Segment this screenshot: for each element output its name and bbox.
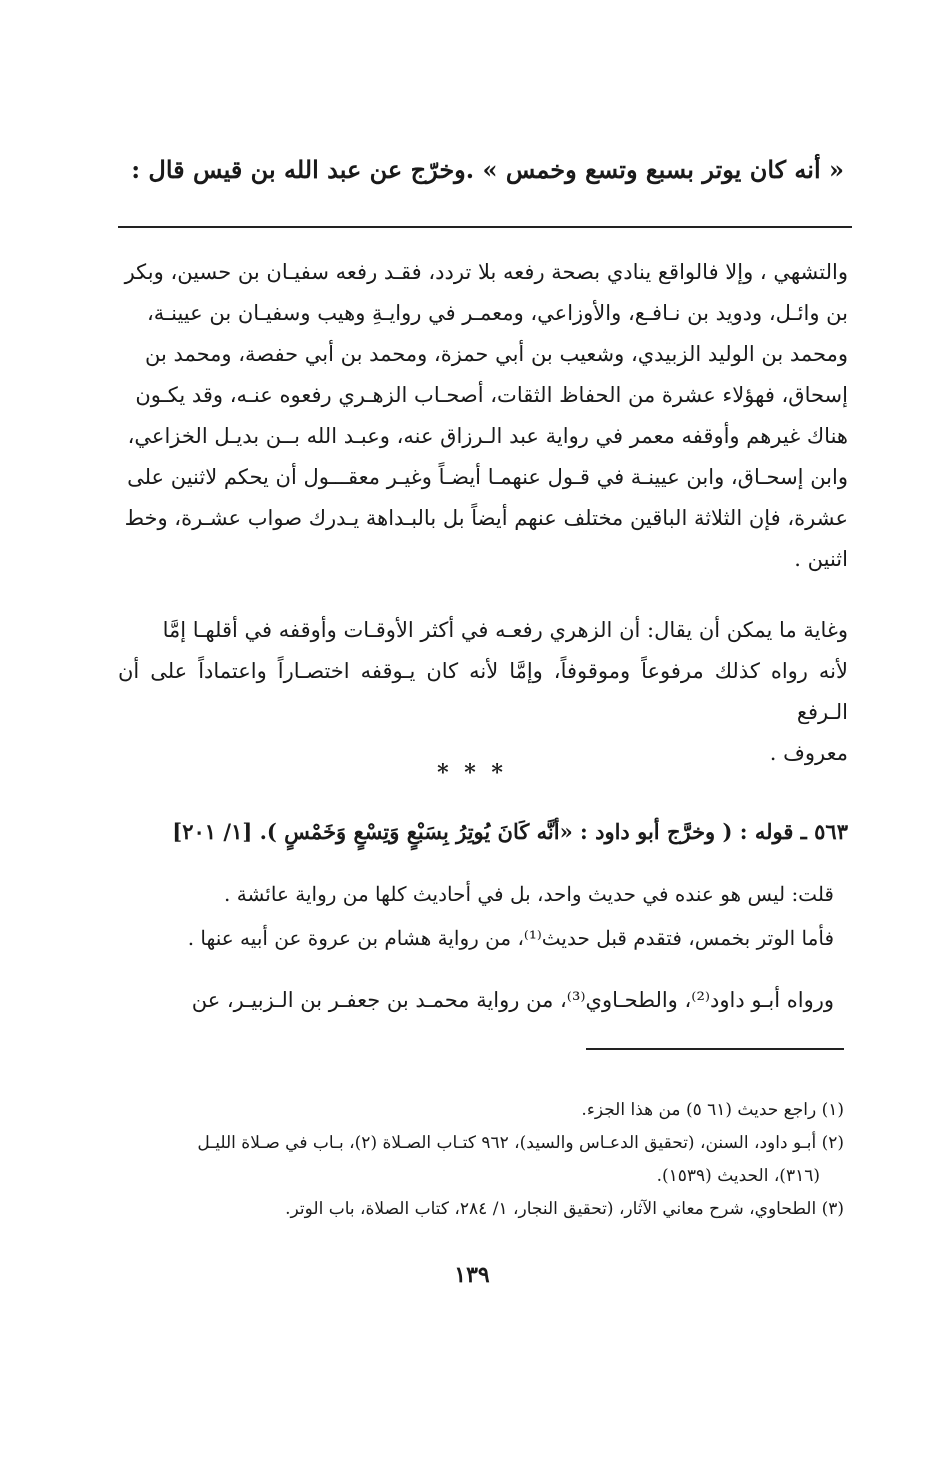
section-quote: ( وخرَّج أبو داود : «أنَّه كَانَ يُوتِرُ بِسَبْعٍ وَتِسْعٍ وَخَمْسٍ ). [١/ ٢٠١] bbox=[172, 819, 733, 844]
section-heading bbox=[118, 812, 848, 852]
paragraph-line: لأنه رواه كذلك مرفوعاً وموقوفاً، وإمَّا لأنه كان يـوقفه اختصـاراً واعتماداً على أن الـرفع bbox=[118, 659, 848, 724]
paragraph-line: بن وائـل، ودويد بن نـافـع، والأوزاعي، ومعمـر في روايـةِ وهيب وسفيـان بن عيينـة، bbox=[146, 301, 848, 325]
footnote-rule bbox=[586, 1048, 844, 1050]
paragraph-line: عشرة، فإن الثلاثة الباقين مختلف عنهم أيضاً بل بالبـداهة يـدرك صواب عشـرة، وخط bbox=[124, 506, 848, 530]
paragraph-line: والتشهي ، وإلا فالواقع ينادي بصحة رفعه بلا تردد، فقـد رفعه سفيـان بن حسين، وبكر bbox=[124, 260, 848, 284]
paragraph-line: ومحمد بن الوليد الزبيدي، وشعيب بن أبي حمزة، ومحمد بن أبي حفصة، ومحمد بن bbox=[144, 342, 848, 366]
paragraph-line: معروف . bbox=[769, 741, 848, 765]
paragraph-line: وابن إسحـاق، وابن عيينـة في قـول عنهمـا أيضـاً وغيـر معقـــول أن يحكم لاثنين على bbox=[127, 465, 848, 489]
section-number: ٥٦٣ ـ قوله : bbox=[739, 819, 848, 844]
body-paragraph-1 bbox=[118, 252, 848, 580]
footnote-3: (٣) الطحاوي، شرح معاني الآثار، (تحقيق النجار، ١/ ٢٨٤، كتاب الصلاة، باب الوتر. bbox=[285, 1199, 844, 1219]
section-separator: * * * bbox=[437, 760, 507, 786]
body-paragraph-2 bbox=[118, 610, 848, 774]
running-header: « أنه كان يوتر بسبع وتسع وخمس » .وخرّج عن عبد الله بن قيس قال : bbox=[131, 155, 844, 184]
paragraph-line: اثنين . bbox=[794, 547, 848, 571]
page-number: ١٣٩ bbox=[454, 1262, 490, 1288]
footnote-2: (٢) أبـو داود، السنن، (تحقيق الدعـاس والسيد)، ٩٦٢ كتـاب الصـلاة (٢)، بـاب في صـلاة الليـل bbox=[197, 1133, 844, 1153]
paragraph-line: هناك غيرهم وأوقفه معمر في رواية عبد الـرزاق عنه، وعبـد الله بــن بديـل الخزاعي، bbox=[127, 424, 848, 448]
paragraph-line: إسحاق، فهؤلاء عشرة من الحفاظ الثقات، أصحـاب الزهـري رفعوه عنـه، وقد يكـون bbox=[135, 383, 848, 407]
commentary-line: قلت: ليس هو عنده في حديث واحد، بل في أحاديث كلها من رواية عائشة . bbox=[224, 882, 834, 906]
footnote-2-continued: (٣١٦)، الحديث (١٥٣٩). bbox=[656, 1166, 820, 1186]
header-rule bbox=[118, 226, 852, 228]
commentary bbox=[118, 872, 834, 960]
continuation-line: ورواه أبـو داود⁽²⁾، والطحـاوي⁽³⁾، من رواية محمـد بن جعفـر بن الـزبيـر، عن bbox=[191, 988, 834, 1012]
footnote-1: (١) راجع حديث (٦١ ٥) من هذا الجزء. bbox=[581, 1100, 844, 1120]
paragraph-line: وغاية ما يمكن أن يقال: أن الزهري رفعـه في أكثر الأوقـات وأوقفه في أقلهـا إمَّا bbox=[162, 618, 848, 642]
footnotes bbox=[116, 1094, 844, 1226]
commentary-line: فأما الوتر بخمس، فتقدم قبل حديث⁽¹⁾، من رواية هشام بن عروة عن أبيه عنها . bbox=[187, 926, 834, 950]
